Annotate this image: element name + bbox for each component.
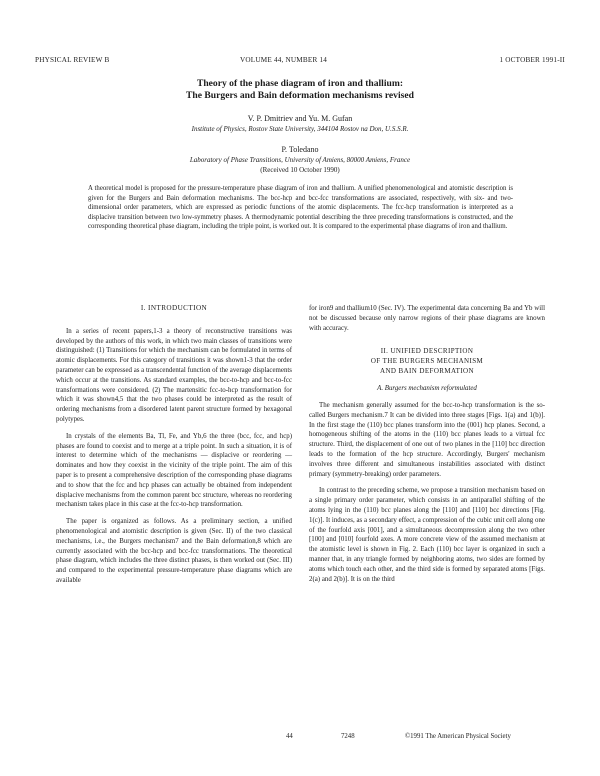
- heading-line: AND BAIN DEFORMATION: [380, 366, 474, 375]
- running-header: [35, 56, 565, 68]
- section-heading-introduction: I. INTRODUCTION: [140, 304, 208, 312]
- subsection-heading: [309, 384, 545, 394]
- journal-name: PHYSICAL REVIEW B: [35, 56, 110, 64]
- issue-date: 1 OCTOBER 1991-II: [499, 56, 565, 64]
- right-column: [309, 304, 545, 591]
- paragraph: In crystals of the elements Ba, Tl, Fe, and Yb,6 the three (bcc, fcc, and hcp) phases are found to coexist and to merge at a triple point. In such a situation, it is of interest to determine which of the mechanisms — displacive or reordering — dominates and how they coexist in the vicinity of the triple point. The aim of this paper is to present a comprehensive description of the corresponding phase diagrams and to show that the fcc and hcp phases can actually be obtained from independent displacive mechanisms from the common parent bcc structure, whereas no reordering mechanism takes place in this case at the fcc-to-hcp transformation.: [56, 432, 292, 509]
- copyright: ©1991 The American Physical Society: [405, 733, 511, 740]
- page-footer: [35, 733, 565, 745]
- volume-number: VOLUME 44, NUMBER 14: [240, 56, 328, 64]
- heading-line: OF THE BURGERS MECHANISM: [370, 356, 484, 365]
- subsection-title: A. Burgers mechanism reformulated: [377, 385, 477, 393]
- paragraph: The paper is organized as follows. As a preliminary section, a unified phenomenological and atomistic description is given (Sec. II) of the two classical mechanisms, i.e., the Burgers mechanism7 and the Bain deformation,8 which are currently associated with the bcc-hcp and bcc-fcc transformations. The theoretical phase diagram, which includes the three distinct phases, is then worked out (Sec. III) and compared to the experimental pressure-temperature phase diagrams which are available: [56, 518, 292, 584]
- page-number: 7248: [341, 733, 355, 740]
- affiliation-2: Laboratory of Phase Transitions, University of Amiens, 80000 Amiens, France: [189, 156, 411, 164]
- received-date: (Received 10 October 1990): [260, 166, 340, 174]
- abstract: A theoretical model is proposed for the pressure-temperature phase diagram of iron and thallium. A unified phenomenological and atomistic description is given for the Burgers and Bain deformation mechanisms. The bcc-hcp and bcc-fcc transformations are associated, respectively, with six- and two-dimensional order parameters, which are expressed as periodic functions of the atomic displacements. The fcc-hcp transformation is interpreted as a displacive transition between two low-symmetry phases. A thermodynamic potential describing the three preceding transformations is constructed, and the corresponding theoretical phase diagram, including the triple point, is worked out. It is compared to the experimental phase diagrams of iron and thallium.: [88, 185, 513, 231]
- heading-line: II. UNIFIED DESCRIPTION: [380, 347, 474, 356]
- author-group-1: V. P. Dmitriev and Yu. M. Gufan: [247, 114, 353, 123]
- paragraph: In a series of recent papers,1-3 a theory of reconstructive transitions was developed by the authors of this work, in which two main classes of transitions were distinguished: (1) Transitions for which the mechanism can be formulated in terms of atomic displacements. For this category of transitions it was shown1-3 that the order parameter can be expressed as a transcendental function of the average displacements which occur at the transitions. As standard examples, the bcc-to-hcp and bcc-to-fcc transformations were considered. (2) The martensitic fcc-to-hcp transformation for which it was shown4,5 that the two phases could be interpreted as the result of ordering mechanisms from a disordered latent parent structure formed by hexagonal polytypes.: [56, 327, 292, 423]
- author-group-2: P. Toledano: [281, 145, 319, 154]
- affiliation-1: Institute of Physics, Rostov State University, 344104 Rostov na Don, U.S.S.R.: [191, 125, 409, 133]
- section-heading-unified-description: [309, 347, 545, 376]
- paragraph: In contrast to the preceding scheme, we propose a transition mechanism based on a single primary order parameter, which consists in an antiparallel shifting of the atoms lying in the (110) bcc planes along the [110] and [110] bcc directions [Fig. 1(c)]. It induces, as a secondary effect, a compression of the cubic unit cell along one of the fourfold axis [001], and a simultaneous decompression along the two other [100] and [010] fourfold axes. A more concrete view of the assumed mechanism at the atomistic level is shown in Fig. 2. Each (110) bcc layer is organized in such a manner that, in any triangle formed by neighboring atoms, two sides are formed by atoms which touch each other, and the third side is formed by separated atoms [Figs. 2(a) and 2(b)]. It is on the third: [309, 487, 545, 583]
- paragraph-continuation: for iron9 and thallium10 (Sec. IV). The experimental data concerning Ba and Yb will not be discussed because only narrow regions of their phase diagrams are known with accuracy.: [309, 305, 545, 332]
- left-column: [56, 304, 292, 593]
- title-line-1: Theory of the phase diagram of iron and thallium:: [196, 78, 404, 89]
- paragraph: The mechanism generally assumed for the bcc-to-hcp transformation is the so-called Burgers mechanism.7 It can be divided into three stages [Figs. 1(a) and 1(b)]. In the first stage the (110) bcc planes transform into the (001) hcp planes. Second, a homogeneous shifting of the atoms in the (110) bcc planes leads to a virtual fcc structure. Third, the displacement of one out of two planes in the [110] bcc direction leads to the formation of the hcp structure. Accordingly, Burgers' mechanism involves three different and simultaneous instabilities associated with distinct primary (symmetry-breaking) order parameters.: [309, 401, 545, 478]
- title-line-2: The Burgers and Bain deformation mechanisms revised: [186, 90, 414, 101]
- article-title: [60, 78, 540, 102]
- volume-page: 44: [286, 733, 293, 740]
